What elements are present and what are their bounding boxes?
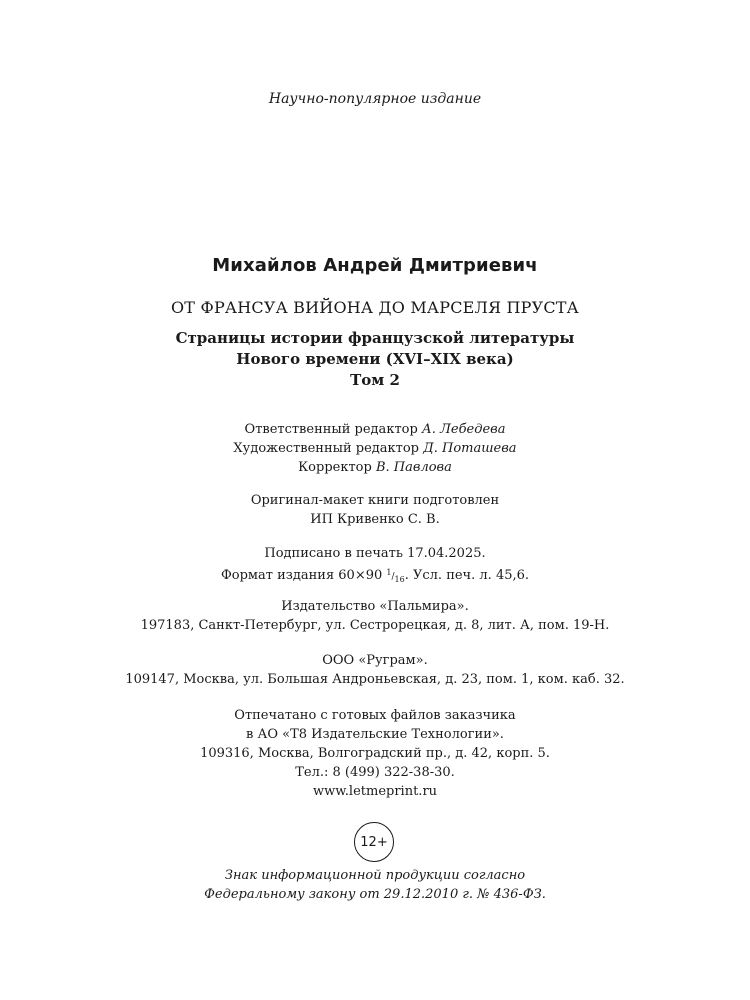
- edition-type: Научно-популярное издание: [268, 91, 482, 107]
- credits-block: [0, 420, 750, 477]
- notice-line-2: Федеральному закону от 29.12.2010 г. № 436-ФЗ.: [204, 887, 546, 902]
- credit-line: [0, 458, 750, 477]
- format-suffix: . Усл. печ. л. 45,6.: [404, 568, 530, 583]
- print-info-block: [0, 544, 750, 589]
- publisher-address: 197183, Санкт-Петербург, ул. Сестрорецкая, д. 8, лит. А, пом. 19-Н.: [140, 618, 610, 633]
- credit-name: А. Лебедева: [421, 422, 506, 437]
- credit-name: В. Павлова: [375, 460, 452, 475]
- format-denominator: 16: [394, 574, 405, 584]
- printer-block: [0, 706, 750, 801]
- format-line: [0, 563, 750, 589]
- printer-website: www.letmeprint.ru: [312, 784, 438, 799]
- credit-line: [0, 420, 750, 439]
- printer-line-1: Отпечатано с готовых файлов заказчика: [234, 708, 516, 723]
- printer-line-2: в АО «Т8 Издательские Технологии».: [246, 727, 504, 742]
- volume-number: Том 2: [350, 371, 400, 389]
- notice-line-1: Знак информационной продукции согласно: [224, 868, 526, 883]
- book-subtitle: [0, 328, 750, 391]
- book-title: ОТ ФРАНСУА ВИЙОНА ДО МАРСЕЛЯ ПРУСТА: [170, 298, 579, 317]
- distributor-address: 109147, Москва, ул. Большая Андроньевская, д. 23, пом. 1, ком. каб. 32.: [125, 672, 625, 687]
- layout-prep-block: [0, 491, 750, 529]
- age-rating-badge: 12+: [354, 822, 394, 862]
- credit-role: Ответственный редактор: [244, 422, 418, 437]
- credit-line: [0, 439, 750, 458]
- subtitle-line-1: Страницы истории французской литературы: [175, 329, 575, 347]
- credit-name: Д. Поташева: [423, 441, 517, 456]
- format-prefix: Формат издания 60×90: [220, 568, 383, 583]
- distributor-block: [0, 651, 750, 689]
- distributor-name: ООО «Руграм».: [322, 653, 428, 668]
- layout-prep-line-2: ИП Кривенко С. В.: [310, 512, 440, 527]
- credit-role: Корректор: [298, 460, 372, 475]
- format-numerator: 1: [386, 568, 392, 577]
- subtitle-line-2: Нового времени (XVI–XIX века): [236, 350, 514, 368]
- credit-role: Художественный редактор: [233, 441, 420, 456]
- printer-address: 109316, Москва, Волгоградский пр., д. 42, корп. 5.: [200, 746, 550, 761]
- format-fraction: $^1/_{16}$: [386, 568, 405, 584]
- layout-prep-line-1: Оригинал-макет книги подготовлен: [250, 493, 500, 508]
- publisher-block: [0, 597, 750, 635]
- info-notice: [0, 866, 750, 904]
- publisher-name: Издательство «Пальмира».: [281, 599, 469, 614]
- printer-phone: Тел.: 8 (499) 322-38-30.: [295, 765, 455, 780]
- author-name: Михайлов Андрей Дмитриевич: [212, 255, 538, 276]
- signed-date: Подписано в печать 17.04.2025.: [264, 546, 486, 561]
